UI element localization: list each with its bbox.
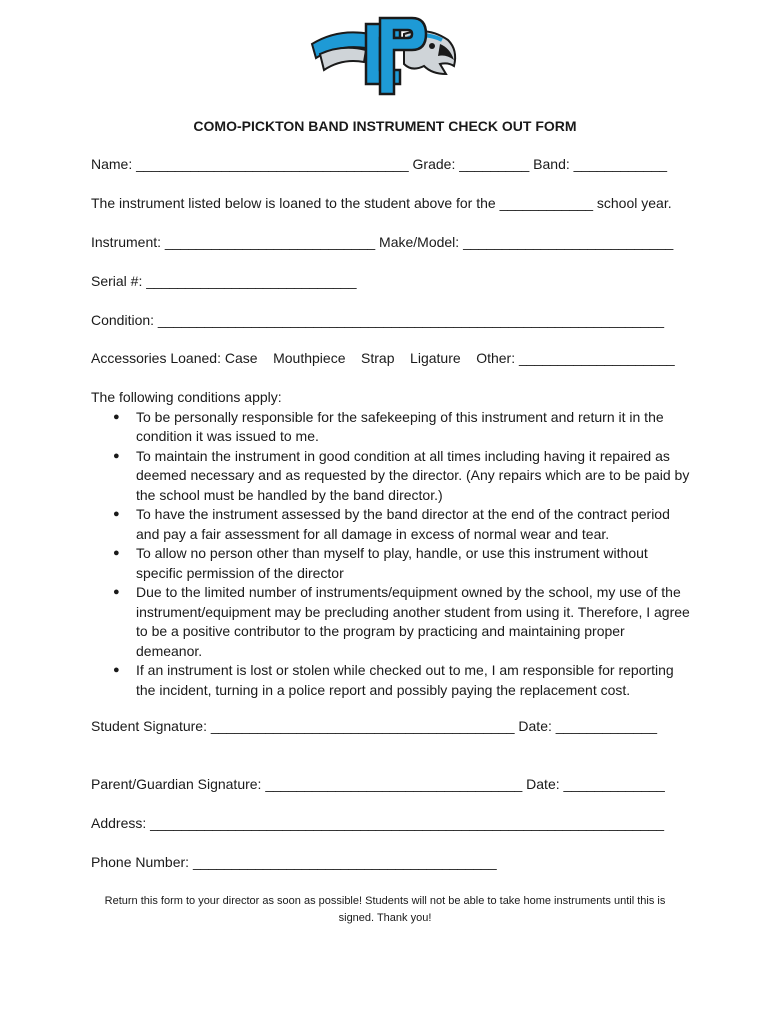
- loan-school-year-line[interactable]: The instrument listed below is loaned to the student above for the ____________ school year.: [91, 195, 672, 211]
- condition-line[interactable]: Condition: _________________________________________________________________: [91, 312, 665, 328]
- list-item: [91, 544, 691, 583]
- accessories-loaned-line[interactable]: Accessories Loaned: Case Mouthpiece Strap Ligature Other: ____________________: [91, 350, 675, 366]
- list-item: [91, 447, 691, 506]
- conditions-heading: The following conditions apply:: [91, 389, 282, 405]
- condition-text: To maintain the instrument in good condition at all times including having it repaired as deemed necessary and as requested by the director. (Any repairs which are to be paid by the school must be handled by the band director.): [136, 447, 690, 503]
- bullet-icon: ●: [113, 410, 120, 423]
- footer-line-2: signed. Thank you!: [338, 912, 432, 924]
- student-signature-line[interactable]: Student Signature: _______________________________________ Date: _____________: [91, 718, 657, 734]
- condition-text: To have the instrument assessed by the band director at the end of the contract period and pay a fair assessment for all damage in excess of normal wear and tear.: [136, 506, 670, 542]
- serial-number-line[interactable]: Serial #: ___________________________: [91, 273, 357, 289]
- bullet-icon: ●: [113, 508, 120, 520]
- instrument-make-model-line[interactable]: Instrument: ___________________________ Make/Model: ___________________________: [91, 234, 674, 250]
- bullet-icon: ●: [113, 547, 120, 559]
- list-item: [91, 408, 691, 447]
- bullet-icon: ●: [113, 664, 120, 676]
- bullet-icon: ●: [113, 449, 120, 462]
- parent-signature-line[interactable]: Parent/Guardian Signature: _________________________________ Date: _____________: [91, 776, 665, 792]
- form-title: COMO-PICKTON BAND INSTRUMENT CHECK OUT FORM: [193, 118, 577, 134]
- name-grade-band-line[interactable]: Name: ___________________________________ Grade: _________ Band: ____________: [91, 156, 668, 172]
- conditions-list: [91, 408, 691, 701]
- list-item: [91, 583, 691, 661]
- list-item: [91, 505, 691, 544]
- bullet-icon: ●: [113, 586, 120, 598]
- cp-eagle-logo-icon: [308, 14, 460, 98]
- condition-text: To be personally responsible for the safekeeping of this instrument and return it in the condition it was issued to me.: [136, 408, 664, 444]
- phone-number-line[interactable]: Phone Number: _______________________________________: [91, 854, 497, 870]
- conditions-section: [91, 388, 691, 700]
- address-line[interactable]: Address: __________________________________________________________________: [91, 815, 665, 831]
- list-item: [91, 661, 691, 700]
- condition-text: If an instrument is lost or stolen while checked out to me, I am responsible for reporting the incident, turning in a police report and possibly paying the replacement cost.: [136, 662, 674, 698]
- footer-note: [80, 893, 690, 927]
- condition-text: To allow no person other than myself to play, handle, or use this instrument without specific permission of the director: [136, 545, 648, 581]
- condition-text: Due to the limited number of instruments/equipment owned by the school, my use of the instrument/equipment may be precluding another student from using it. Therefore, I agree to be a positive contributor to the program by practicing and maintaining proper demeanor.: [136, 584, 690, 659]
- footer-line-1: Return this form to your director as soon as possible! Students will not be able to take home instruments until this is: [104, 895, 666, 907]
